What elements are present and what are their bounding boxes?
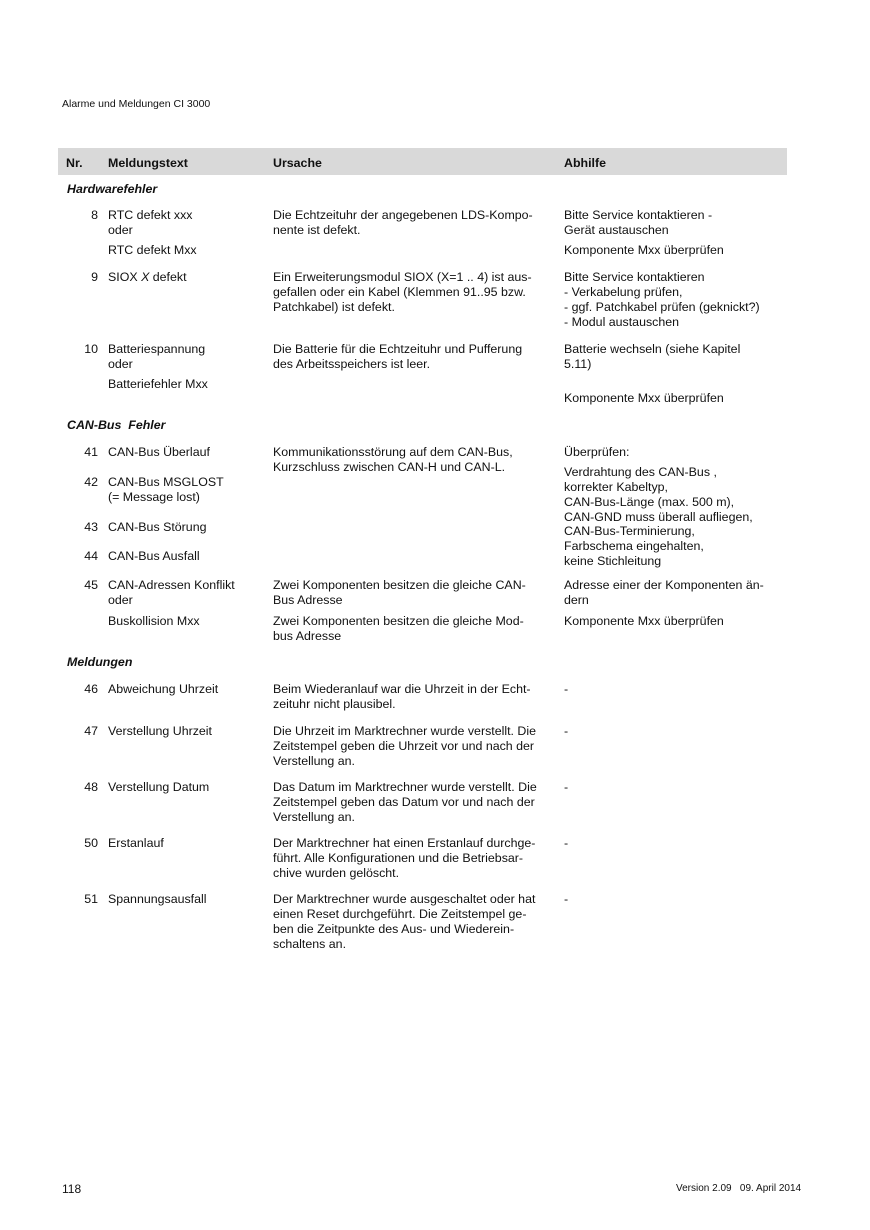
cause-text: Bus Adresse [273,593,343,607]
message-text: oder [108,593,133,607]
remedy-text: Überprüfen: [564,445,630,459]
cause-text: Das Datum im Marktrechner wurde verstellt. Die [273,780,537,794]
message-text: Verstellung Uhrzeit [108,724,212,738]
remedy-text: CAN-Bus-Terminierung, [564,524,695,538]
message-text: oder [108,357,133,371]
cause-text: Ein Erweiterungsmodul SIOX (X=1 .. 4) ist aus- [273,270,532,284]
message-text: CAN-Adressen Konflikt [108,578,235,592]
page-number: 118 [62,1182,82,1196]
row-number: 45 [84,578,98,592]
cause-text: chive wurden gelöscht. [273,866,400,880]
cause-text: gefallen oder ein Kabel (Klemmen 91..95 bzw. [273,285,526,299]
cause-text: Die Echtzeituhr der angegebenen LDS-Kompo- [273,208,533,222]
remedy-text: - [564,780,569,794]
cause-text: Verstellung an. [273,810,355,824]
remedy-text: korrekter Kabeltyp, [564,480,668,494]
message-text: RTC defekt Mxx [108,243,197,257]
remedy-text: - Verkabelung prüfen, [564,285,683,299]
remedy-text: Bitte Service kontaktieren - [564,208,713,222]
section-heading-meldungen: Meldungen [67,655,133,669]
message-text: Erstanlauf [108,836,164,850]
cause-text: Der Marktrechner wurde ausgeschaltet oder hat [273,892,536,906]
message-text: CAN-Bus Überlauf [108,445,210,459]
row-number: 41 [84,445,98,459]
cause-text: Zwei Komponenten besitzen die gleiche CAN- [273,578,526,592]
remedy-text: Komponente Mxx überprüfen [564,391,724,405]
remedy-text: 5.11) [564,357,592,371]
row-number: 48 [84,780,98,794]
message-text: Buskollision Mxx [108,614,200,628]
remedy-text: Bitte Service kontaktieren [564,270,705,284]
column-header-meldungstext: Meldungstext [108,156,188,170]
version-date: Version 2.09 09. April 2014 [676,1183,802,1194]
cause-text: Kurzschluss zwischen CAN-H und CAN-L. [273,460,506,474]
cause-text: nente ist defekt. [273,223,361,237]
cause-text: führt. Alle Konfigurationen und die Betriebsar- [273,851,524,865]
message-text: CAN-Bus Ausfall [108,549,200,563]
remedy-text: - ggf. Patchkabel prüfen (geknickt?) [564,300,760,314]
row-number: 47 [84,724,98,738]
row-number: 8 [91,208,98,222]
remedy-text: Batterie wechseln (siehe Kapitel [564,342,741,356]
row-number: 44 [84,549,98,563]
cause-text: Zwei Komponenten besitzen die gleiche Mod- [273,614,524,628]
message-text: Spannungsausfall [108,892,207,906]
remedy-text: Farbschema eingehalten, [564,539,704,553]
remedy-text: - Modul austauschen [564,315,680,329]
message-text: Abweichung Uhrzeit [108,682,219,696]
message-text-variable: X [141,270,150,284]
cause-text: Die Batterie für die Echtzeituhr und Pufferung [273,342,523,356]
row-number: 10 [84,342,98,356]
row-number: 42 [84,475,98,489]
running-header: Alarme und Meldungen CI 3000 [62,98,211,110]
cause-text: Kommunikationsstörung auf dem CAN-Bus, [273,445,513,459]
cause-text: Patchkabel) ist defekt. [273,300,395,314]
message-text: (= Message lost) [108,490,200,504]
section-heading-hardwarefehler: Hardwarefehler [67,182,158,196]
remedy-text: - [564,836,569,850]
cause-text: zeituhr nicht plausibel. [273,697,396,711]
cause-text: Verstellung an. [273,754,355,768]
message-text [108,270,187,285]
cause-text: des Arbeitsspeichers ist leer. [273,357,431,371]
message-text: RTC defekt xxx [108,208,193,222]
remedy-text: dern [564,593,589,607]
message-text: Batteriefehler Mxx [108,377,208,391]
remedy-text: Komponente Mxx überprüfen [564,614,724,628]
remedy-text: - [564,682,569,696]
column-header-ursache: Ursache [273,156,322,170]
remedy-text: Adresse einer der Komponenten än- [564,578,764,592]
cause-text: Beim Wiederanlauf war die Uhrzeit in der Echt- [273,682,531,696]
column-header-nr: Nr. [66,156,83,170]
message-text-prefix: SIOX [108,270,142,284]
remedy-text: Verdrahtung des CAN-Bus , [564,465,717,479]
remedy-text: keine Stichleitung [564,554,662,568]
row-number: 43 [84,520,98,534]
section-heading-can-bus-fehler: CAN-Bus Fehler [67,418,166,432]
row-number: 50 [84,836,98,850]
remedy-text: CAN-GND muss überall aufliegen, [564,510,753,524]
row-number: 51 [84,892,98,906]
remedy-text: CAN-Bus-Länge (max. 500 m), [564,495,735,509]
cause-text: schaltens an. [273,937,347,951]
message-text-suffix: defekt [149,270,187,284]
cause-text: einen Reset durchgeführt. Die Zeitstempel ge- [273,907,527,921]
message-text: CAN-Bus Störung [108,520,207,534]
message-text: Verstellung Datum [108,780,210,794]
remedy-text: - [564,724,569,738]
cause-text: Die Uhrzeit im Marktrechner wurde verstellt. Die [273,724,537,738]
message-text: CAN-Bus MSGLOST [108,475,224,489]
row-number: 46 [84,682,98,696]
remedy-text: Gerät austauschen [564,223,669,237]
message-text: oder [108,223,133,237]
cause-text: bus Adresse [273,629,342,643]
cause-text: Zeitstempel geben das Datum vor und nach der [273,795,535,809]
remedy-text: - [564,892,569,906]
cause-text: ben die Zeitpunkte des Aus- und Wiederein- [273,922,515,936]
column-header-abhilfe: Abhilfe [564,156,606,170]
cause-text: Der Marktrechner hat einen Erstanlauf durchge- [273,836,536,850]
remedy-text: Komponente Mxx überprüfen [564,243,724,257]
row-number: 9 [91,270,98,284]
message-text: Batteriespannung [108,342,206,356]
cause-text: Zeitstempel geben die Uhrzeit vor und nach der [273,739,535,753]
